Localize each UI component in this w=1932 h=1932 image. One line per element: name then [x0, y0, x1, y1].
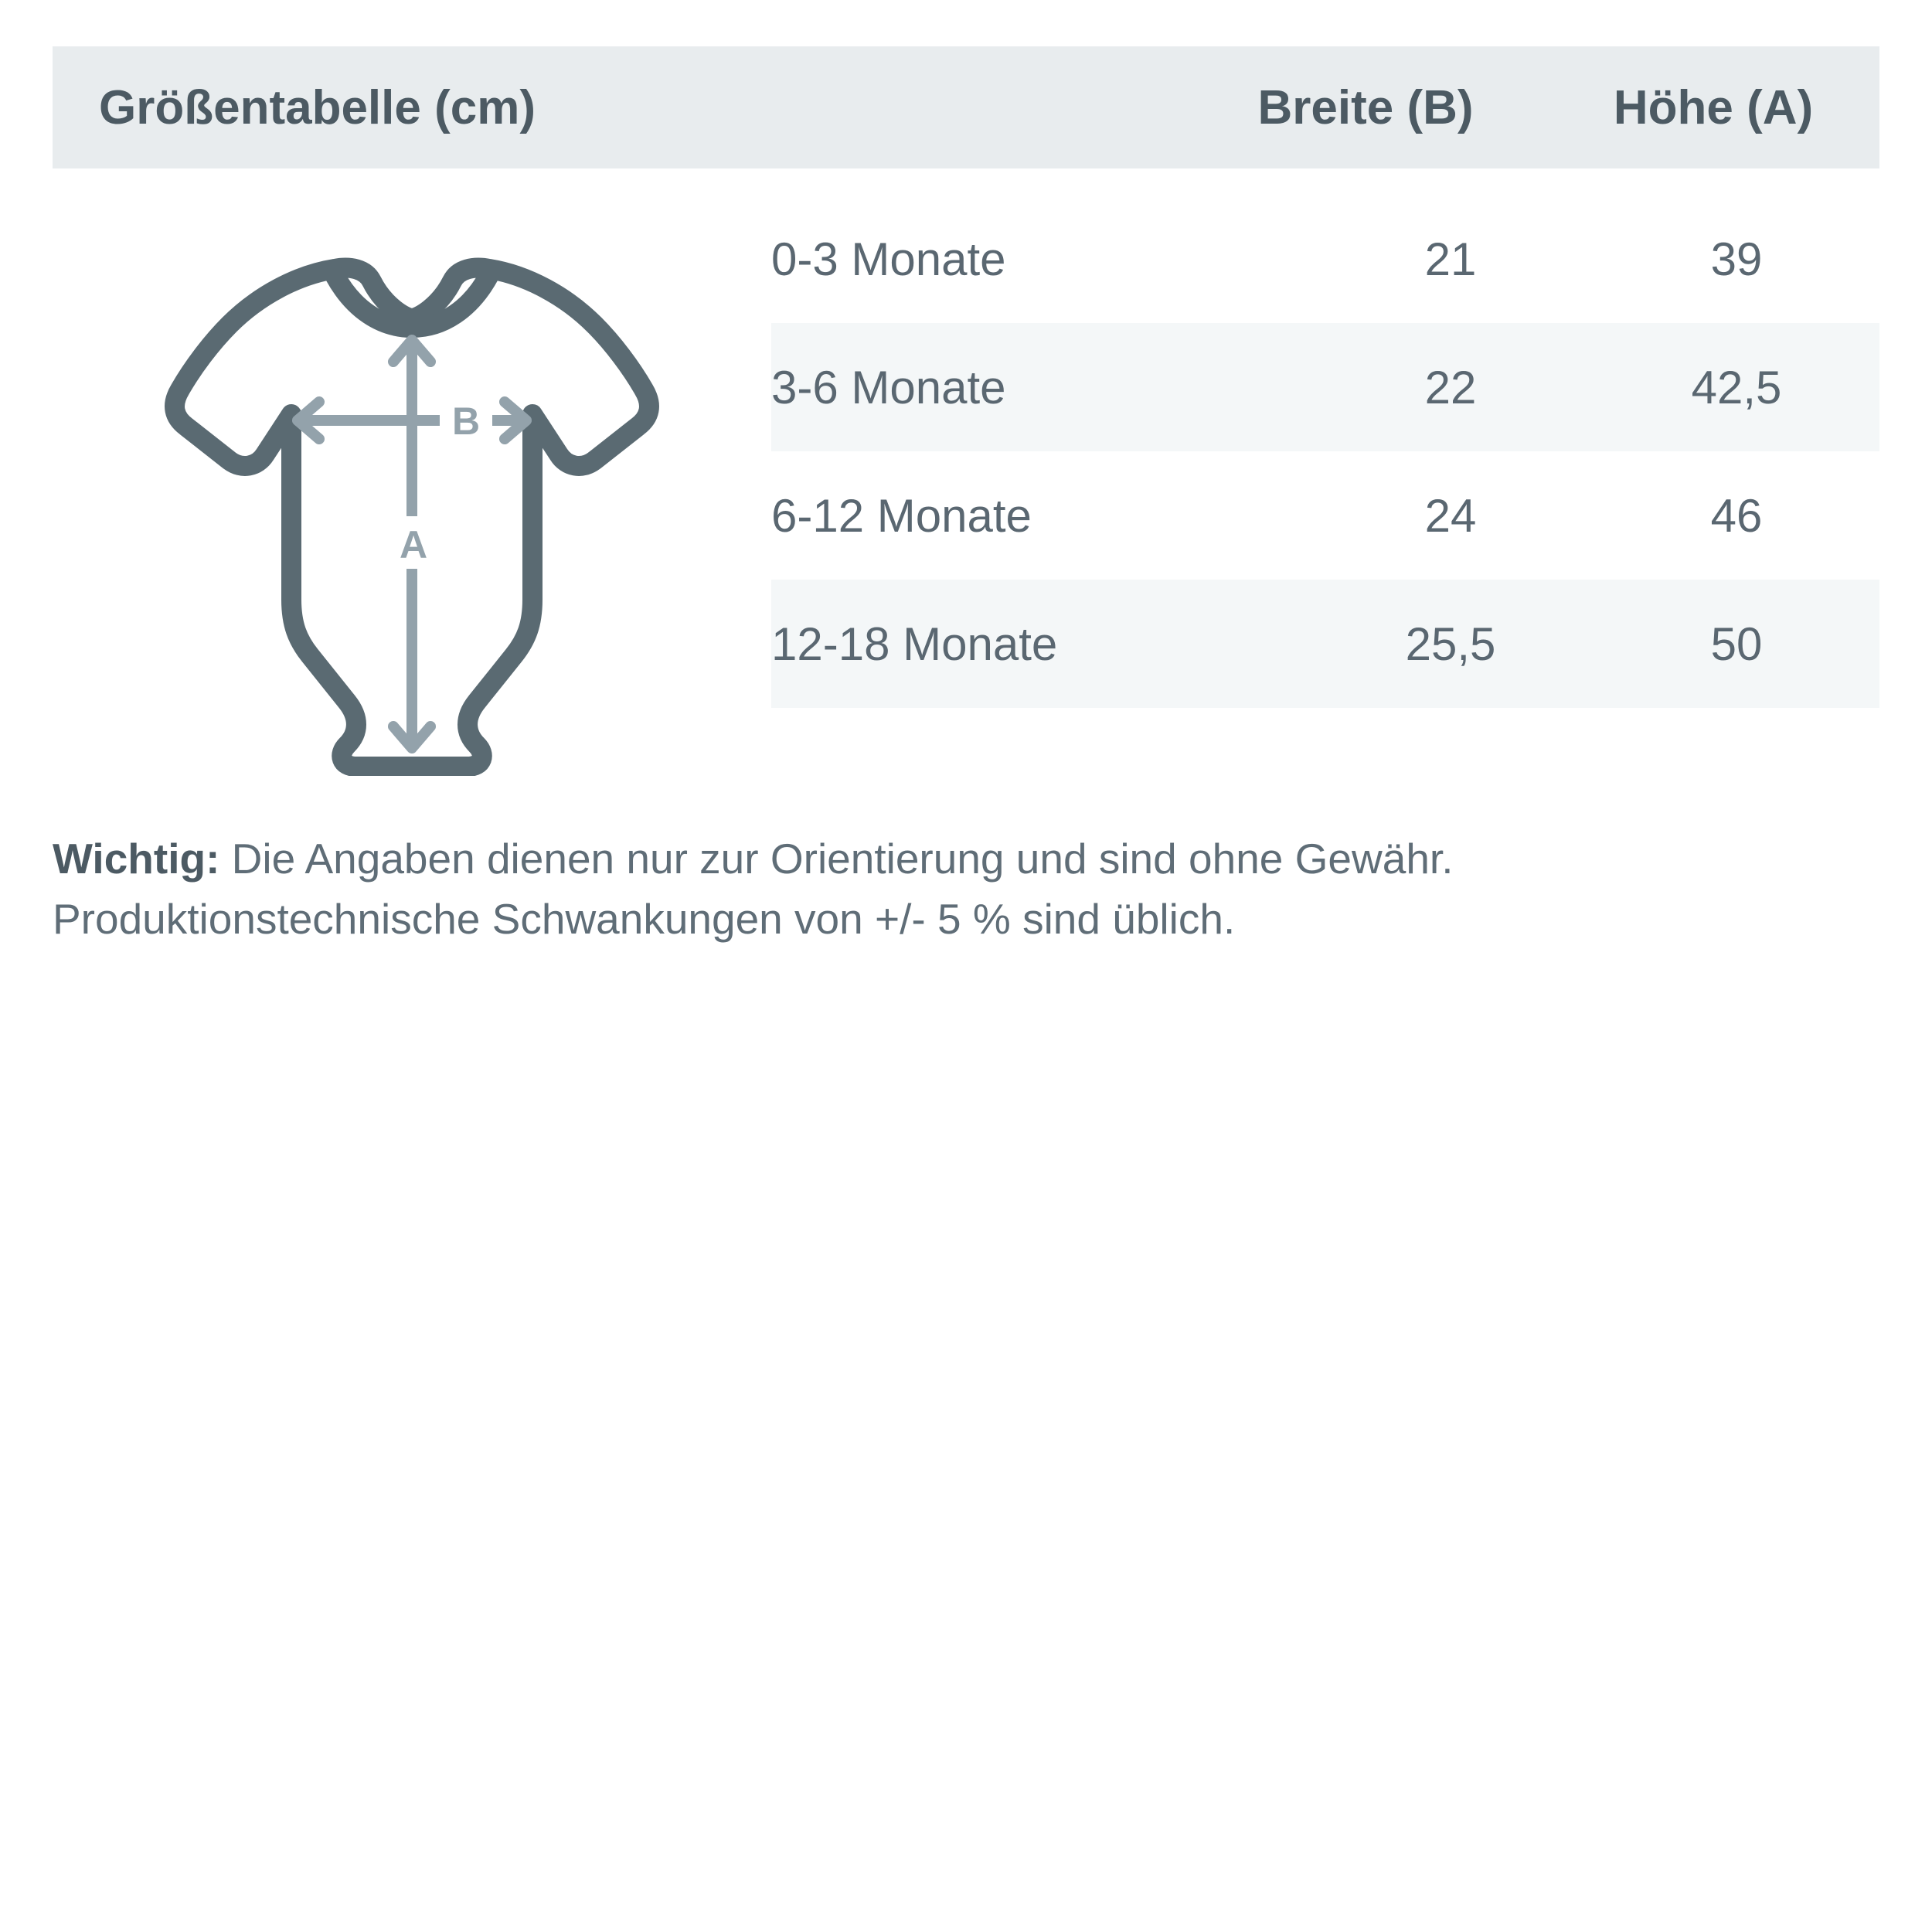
row-size-label: 3-6 Monate	[771, 323, 1308, 451]
disclaimer-note	[53, 828, 1807, 949]
column-header-width: Breite (B)	[1257, 80, 1474, 134]
table-header-band	[53, 46, 1879, 168]
row-height-value: 46	[1710, 489, 1763, 542]
figure-area	[53, 168, 771, 776]
column-header-height: Höhe (A)	[1613, 80, 1814, 134]
row-width-value: 22	[1308, 323, 1594, 451]
figure-label-height: A	[399, 523, 428, 566]
row-width-value: 25,5	[1308, 580, 1594, 708]
row-height-value: 39	[1710, 233, 1763, 285]
row-height-value: 50	[1594, 580, 1879, 708]
row-size-label: 0-3 Monate	[771, 233, 1006, 285]
figure-label-width: B	[451, 400, 481, 443]
page-title: Größentabelle (cm)	[99, 80, 536, 134]
chart-content	[53, 168, 1879, 776]
size-table	[771, 195, 1879, 708]
baby-bodysuit-outline-icon	[149, 235, 675, 776]
row-size-label: 12-18 Monate	[771, 580, 1308, 708]
table-row	[771, 451, 1879, 580]
table-row	[771, 580, 1879, 708]
row-width-value: 21	[1424, 233, 1477, 285]
disclaimer-text: Die Angaben dienen nur zur Orientierung und sind ohne Gewähr. Produktionstechnische Schwankungen von +/- 5 % sind üblich.	[53, 835, 1454, 944]
row-size-label: 6-12 Monate	[771, 489, 1032, 542]
table-row	[771, 323, 1879, 451]
size-chart-sheet	[0, 0, 1932, 949]
table-row	[771, 195, 1879, 323]
row-height-value: 42,5	[1594, 323, 1879, 451]
disclaimer-label: Wichtig:	[53, 835, 220, 883]
size-table-wrap	[771, 168, 1879, 708]
row-width-value: 24	[1424, 489, 1477, 542]
header-columns	[1184, 46, 1879, 168]
